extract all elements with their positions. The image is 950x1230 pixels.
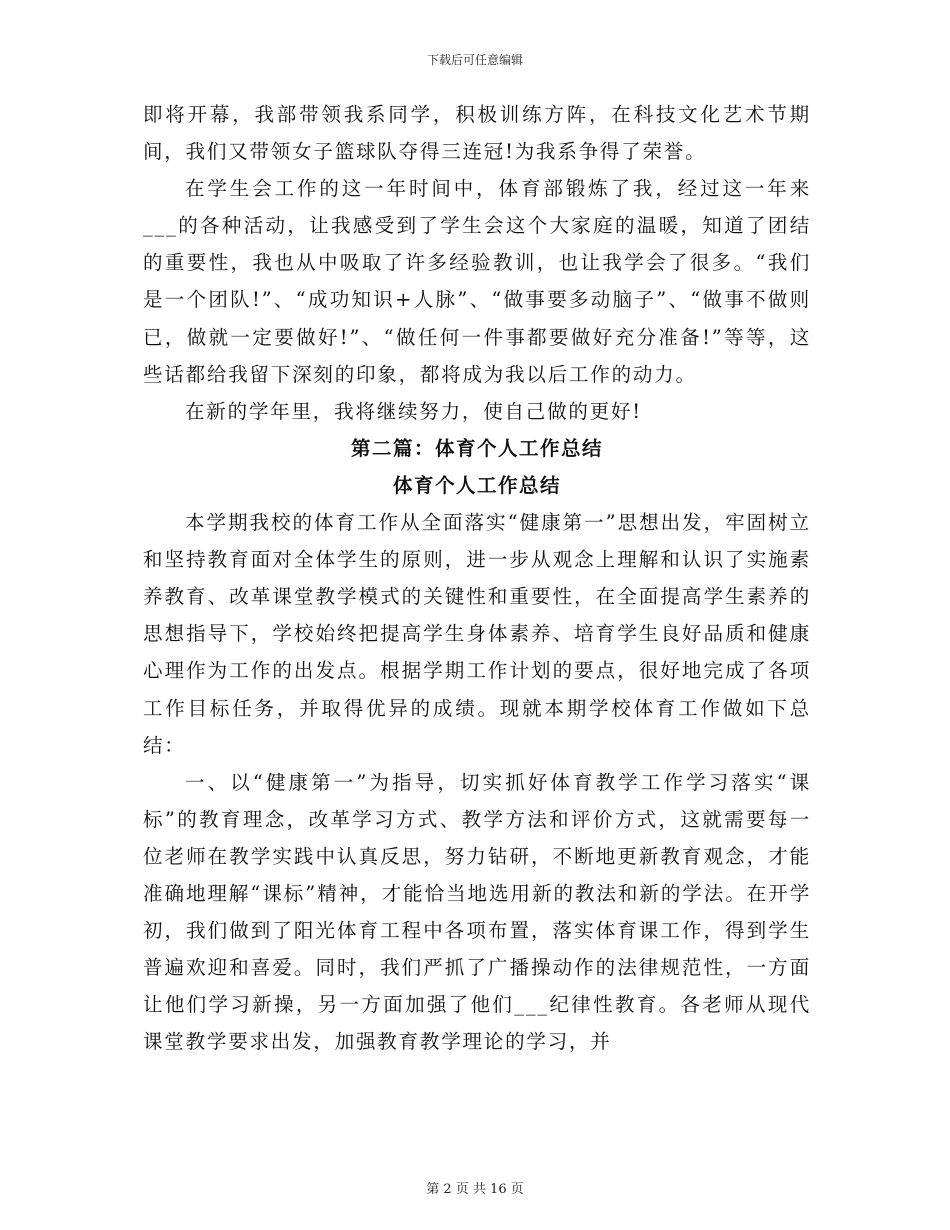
paragraph-intro: 本学期我校的体育工作从全面落实“健康第一”思想出发，牢固树立和坚持教育面对全体学生的原则，进一步从观念上理解和认识了实施素养教育、改革课堂教学模式的关键性和重要性，在全面提高学生素养的思想指导下，学校始终把提高学生身体素养、培育学生良好品质和健康心理作为工作的出发点。根据学期工作计划的要点，很好地完成了各项工作目标任务，并取得优异的成绩。现就本期学校体育工作做如下总结： xyxy=(143,511,811,757)
page-footer: 第 2 页 共 16 页 xyxy=(426,1182,524,1197)
paragraph-point-one: 一、以“健康第一”为指导，切实抓好体育教学工作学习落实“课标”的教育理念，改革学习方式、教学方法和评价方式，这就需要每一位老师在教学实践中认真反思，努力钻研，不断地更新教育观念，才能准确地理解“课标”精神，才能恰当地选用新的教法和新的学法。在开学初，我们做到了阳光体育工程中各项布置，落实体育课工作，得到学生普遍欢迎和喜爱。同时，我们严抓了广播操动作的法律规范性，一方面让他们学习新操，另一方面加强了他们___纪律性教育。各老师从现代课堂教学要求出发，加强教育教学理论的学习，并 xyxy=(143,770,811,1054)
document-body xyxy=(143,96,811,1060)
paragraph-new-year: 在新的学年里，我将继续努力，使自己做的更好! xyxy=(185,399,642,423)
section-heading: 第二篇：体育个人工作总结 xyxy=(350,436,603,460)
section-subheading: 体育个人工作总结 xyxy=(392,473,561,497)
paragraph-student-union: 在学生会工作的这一年时间中，体育部锻炼了我，经过这一年来___的各种活动，让我感受到了学生会这个大家庭的温暖，知道了团结的重要性，我也从中吸取了许多经验教训，也让我学会了很多。“我们是一个团队!”、“成功知识+人脉”、“做事要多动脑子”、“做事不做则已，做就一定要做好!”、“做任何一件事都要做好充分准备!”等等，这些话都给我留下深刻的印象，都将成为我以后工作的动力。 xyxy=(143,177,811,386)
page-header: 下载后可任意编辑 xyxy=(426,53,523,67)
paragraph-continuation: 即将开幕，我部带领我系同学，积极训练方阵，在科技文化艺术节期间，我们又带领女子篮球队夺得三连冠!为我系争得了荣誉。 xyxy=(143,103,811,164)
